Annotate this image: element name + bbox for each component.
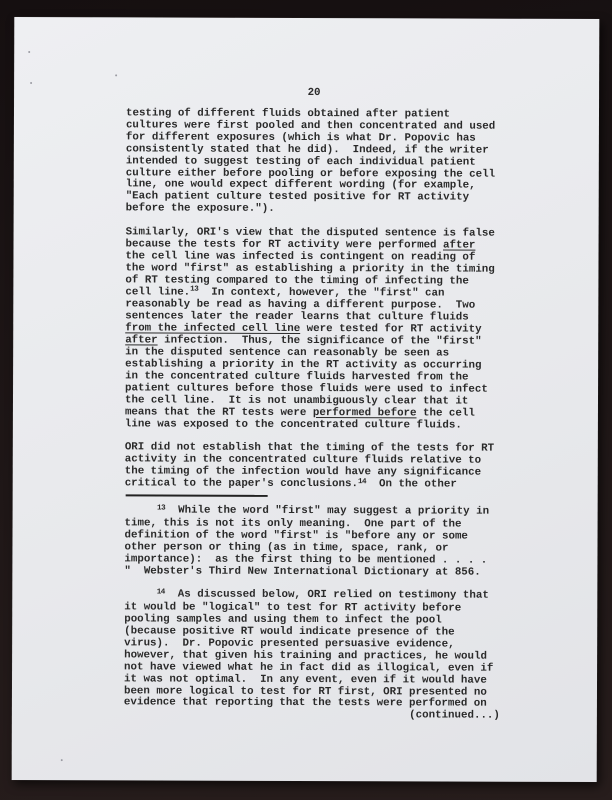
body-text — [125, 108, 502, 492]
text-run: however, that given his training and practices, he would — [124, 649, 487, 663]
footnotes-section — [124, 505, 501, 723]
text-run: before the exposure."). — [125, 202, 275, 216]
text-run: virus). Dr. Popovic presented persuasive evidence, — [124, 637, 455, 651]
text-run: culture either before pooling or before exposing the cell — [125, 166, 496, 181]
text-run: On the other — [366, 478, 457, 491]
footnote-reference: 13 — [157, 504, 166, 513]
underlined-text: from the infected cell line — [125, 322, 301, 336]
text-run: sentences later the reader learns that culture fluids — [125, 310, 469, 324]
text-run: not have viewed what he in fact did as illogical, even if — [124, 661, 494, 675]
text-run: importance): as the first thing to be mentioned . . . . — [124, 552, 488, 567]
text-run: consistently stated that he did). Indeed, if the writer — [125, 143, 489, 157]
text-run: " Webster's Third New International Dictionary at 856. — [124, 564, 481, 579]
text-run: the cell line. It is not unambiguously clear that it — [124, 394, 469, 408]
text-run: it was not optimal. In any event, even if it would have — [124, 673, 487, 687]
text-run: critical to the paper's conclusions. — [124, 477, 358, 491]
text-run: establishing a priority in the RT activity as occurring — [125, 358, 482, 372]
underlined-text: performed before — [312, 406, 417, 420]
page-number: 20 — [307, 87, 321, 100]
text-run: other person or thing (as in time, space, rank, or — [124, 541, 449, 555]
text-run: were tested for RT activity — [300, 323, 482, 336]
text-line — [126, 204, 502, 217]
underlined-text: after — [125, 334, 158, 347]
text-run: of RT testing compared to the timing of infecting the — [125, 274, 469, 288]
text-run: the timing of the infection would have any significance — [124, 465, 482, 479]
text-run: "Each patient culture tested positive for RT activity — [125, 190, 470, 204]
paper-speck — [30, 82, 32, 84]
text-run: infection. Thus, the significance of the "first" — [157, 334, 482, 348]
paragraph — [126, 108, 502, 216]
text-run: cultures were first pooled and then concentrated and used — [125, 119, 496, 133]
paper-speck — [61, 759, 63, 761]
text-run: definition of the word "first" is "before any or some — [124, 529, 468, 543]
paragraph — [125, 227, 502, 432]
text-run: been more logical to test for RT first, ORI presented no — [123, 684, 487, 699]
text-run: activity in the concentrated culture fluids relative to — [124, 453, 482, 467]
text-run: line was exposed to the concentrated culture fluids. — [124, 417, 462, 432]
footnote — [124, 590, 500, 723]
text-run: the cell line was infected is contingent on reading of — [125, 250, 476, 264]
text-run: intended to suggest testing of each individual patient — [125, 154, 476, 169]
text-run: In context, however, the "first" can — [198, 286, 445, 300]
footnote-reference: 14 — [156, 588, 165, 597]
text-run — [125, 504, 157, 516]
text-run: the cell — [416, 407, 475, 420]
text-run: in the concentrated culture fluids harvested from the — [125, 370, 469, 384]
footnote-separator — [126, 494, 268, 496]
text-run: testing of different fluids obtained after patient — [125, 107, 450, 121]
text-run — [124, 589, 156, 601]
text-run: As discussed below, ORI relied on testimony that — [164, 588, 489, 602]
text-run: Similarly, ORI's view that the disputed sentence is false — [125, 226, 495, 240]
footnote-reference: 13 — [190, 285, 199, 295]
text-line — [124, 710, 500, 723]
text-run: time, this is not its only meaning. One part of the — [124, 517, 462, 531]
text-run: because the tests for RT activity were performed — [125, 238, 444, 252]
text-run: for different exposures (which is what Dr. Popovic has — [125, 131, 476, 145]
paper-speck — [115, 74, 117, 76]
text-run: evidence that reporting that the tests were performed on — [123, 696, 487, 711]
text-run: in the disputed sentence can reasonably be seen as — [125, 346, 450, 360]
paper-speck — [28, 51, 30, 53]
text-run: patient cultures before those fluids were used to infect — [125, 382, 488, 396]
footnote — [124, 505, 500, 579]
text-run: line, one would expect different wording (for example, — [125, 178, 476, 193]
text-run: (because positive RT would indicate presence of the — [124, 625, 455, 639]
text-run: While the word "first" may suggest a priority in — [165, 504, 490, 518]
document-page — [12, 17, 600, 782]
underlined-text: after — [443, 239, 476, 252]
text-run: ORI did not establish that the timing of the tests for RT — [124, 441, 495, 456]
text-run: reasonably be read as having a different purpose. Two — [125, 298, 476, 313]
text-run: cell line. — [125, 285, 191, 299]
text-run: pooling samples and using them to infect the pool — [124, 613, 442, 627]
text-line — [125, 478, 501, 492]
footnote-reference: 14 — [357, 478, 367, 487]
text-run: (continued...) — [409, 709, 500, 723]
text-line — [124, 566, 500, 579]
text-run: means that the RT tests were — [124, 406, 313, 419]
text-run: it would be "logical" to test for RT activity before — [124, 601, 462, 615]
paragraph — [125, 443, 501, 493]
text-line — [125, 419, 501, 432]
text-run: the word "first" as establishing a priority in the timing — [125, 262, 495, 276]
